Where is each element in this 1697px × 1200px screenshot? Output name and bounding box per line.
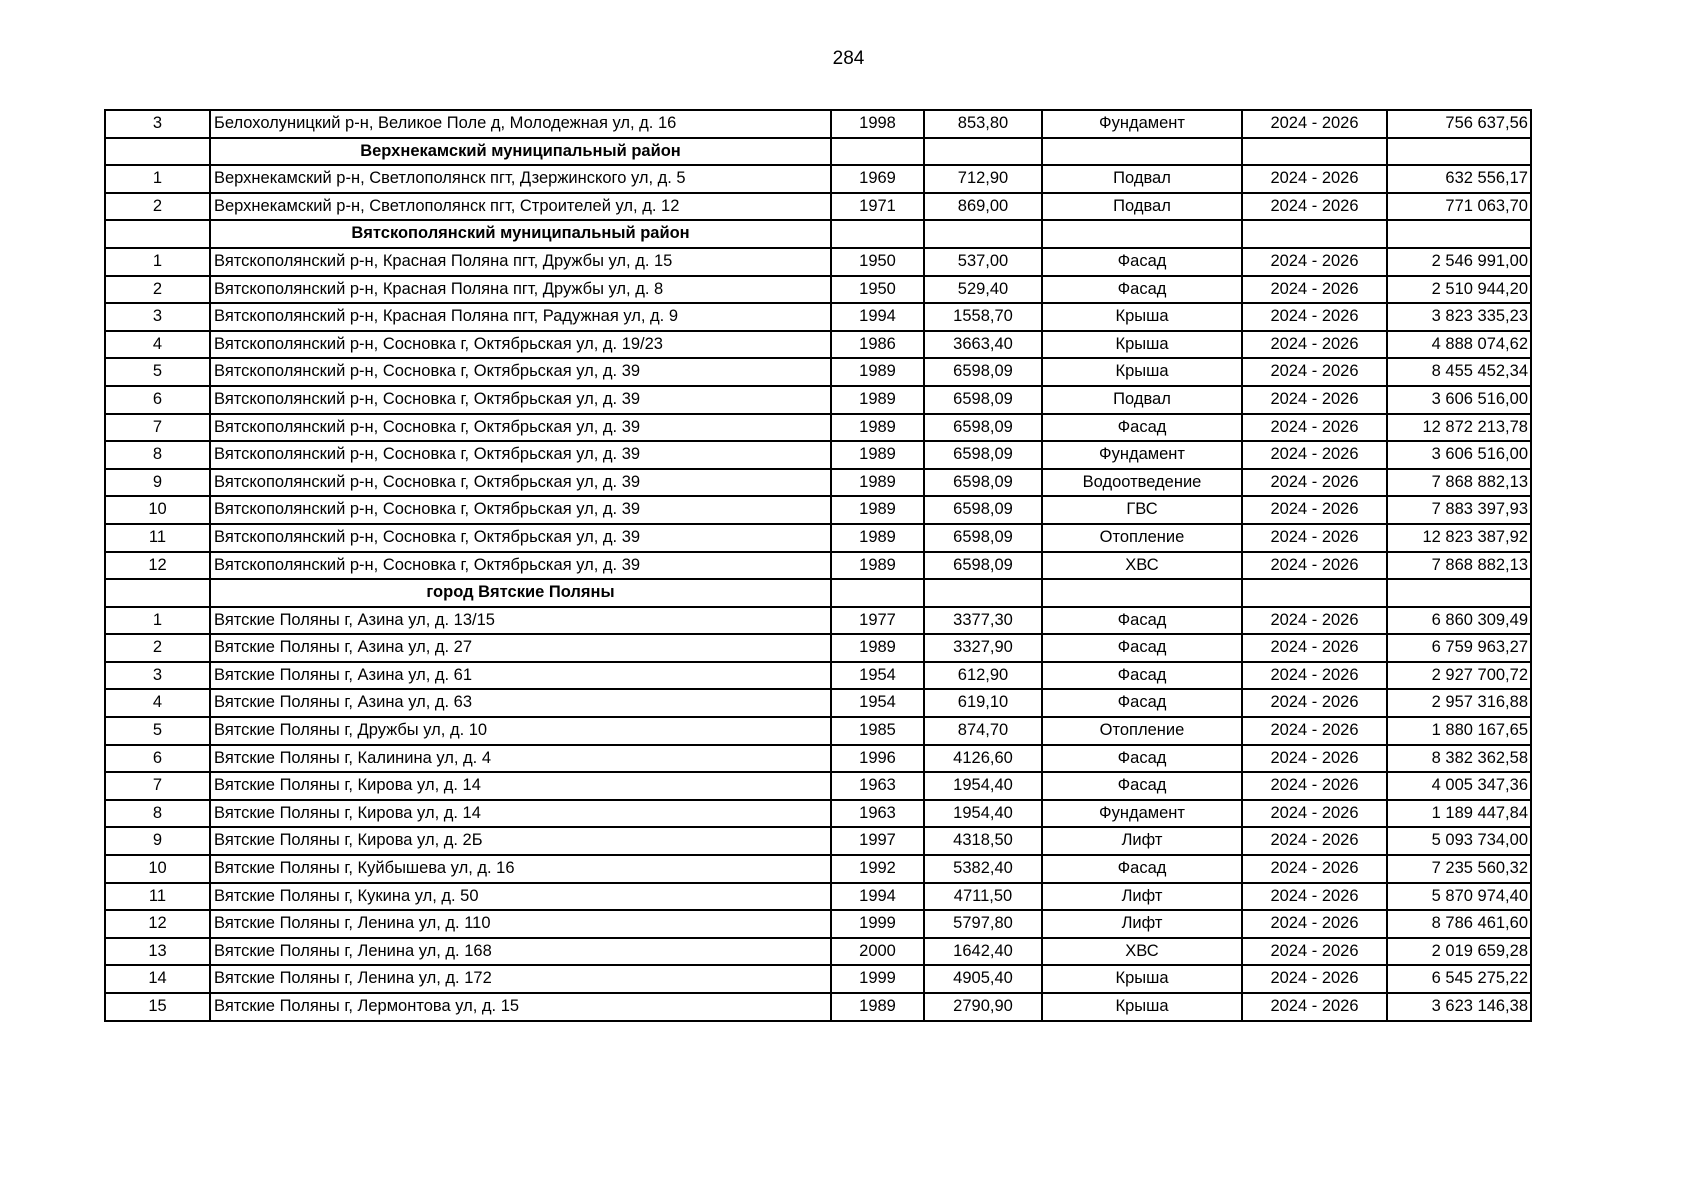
- address-cell: Вятскополянский р-н, Красная Поляна пгт, Радужная ул, д. 9: [210, 303, 831, 331]
- cost-cell: 8 786 461,60: [1387, 910, 1531, 938]
- row-number-cell: 1: [105, 165, 210, 193]
- row-number-cell: 8: [105, 800, 210, 828]
- table-row: [105, 193, 1531, 221]
- area-cell: 1642,40: [924, 938, 1042, 966]
- cost-cell: 4 888 074,62: [1387, 331, 1531, 359]
- area-cell: 6598,09: [924, 469, 1042, 497]
- row-number-cell: 9: [105, 827, 210, 855]
- area-cell: 4905,40: [924, 965, 1042, 993]
- area-cell: [924, 579, 1042, 607]
- year-cell: [831, 138, 924, 166]
- year-cell: 1986: [831, 331, 924, 359]
- area-cell: 3327,90: [924, 634, 1042, 662]
- work-type-cell: [1042, 579, 1242, 607]
- year-cell: 1977: [831, 607, 924, 635]
- work-type-cell: Водоотведение: [1042, 469, 1242, 497]
- period-cell: 2024 - 2026: [1242, 607, 1387, 635]
- table-row: [105, 469, 1531, 497]
- row-number-cell: 14: [105, 965, 210, 993]
- work-type-cell: Фасад: [1042, 414, 1242, 442]
- period-cell: 2024 - 2026: [1242, 469, 1387, 497]
- cost-cell: 8 455 452,34: [1387, 358, 1531, 386]
- work-type-cell: Подвал: [1042, 386, 1242, 414]
- year-cell: 1989: [831, 496, 924, 524]
- year-cell: [831, 220, 924, 248]
- area-cell: 612,90: [924, 662, 1042, 690]
- area-cell: 6598,09: [924, 524, 1042, 552]
- table-row: [105, 662, 1531, 690]
- row-number-cell: 15: [105, 993, 210, 1021]
- row-number-cell: 11: [105, 883, 210, 911]
- cost-cell: [1387, 220, 1531, 248]
- row-number-cell: [105, 138, 210, 166]
- period-cell: 2024 - 2026: [1242, 552, 1387, 580]
- year-cell: 2000: [831, 938, 924, 966]
- period-cell: 2024 - 2026: [1242, 689, 1387, 717]
- area-cell: 1954,40: [924, 772, 1042, 800]
- address-cell: Вятские Поляны г, Лермонтова ул, д. 15: [210, 993, 831, 1021]
- year-cell: 1969: [831, 165, 924, 193]
- work-type-cell: Фасад: [1042, 248, 1242, 276]
- address-cell: Верхнекамский р-н, Светлополянск пгт, Строителей ул, д. 12: [210, 193, 831, 221]
- table-row: [105, 552, 1531, 580]
- table-row: [105, 883, 1531, 911]
- period-cell: 2024 - 2026: [1242, 634, 1387, 662]
- row-number-cell: 12: [105, 552, 210, 580]
- area-cell: 6598,09: [924, 552, 1042, 580]
- work-type-cell: Крыша: [1042, 303, 1242, 331]
- table-row: [105, 110, 1531, 138]
- year-cell: 1989: [831, 386, 924, 414]
- period-cell: 2024 - 2026: [1242, 662, 1387, 690]
- address-cell: Вятские Поляны г, Азина ул, д. 63: [210, 689, 831, 717]
- row-number-cell: 2: [105, 634, 210, 662]
- period-cell: 2024 - 2026: [1242, 193, 1387, 221]
- cost-cell: 7 883 397,93: [1387, 496, 1531, 524]
- period-cell: 2024 - 2026: [1242, 938, 1387, 966]
- table-row: [105, 800, 1531, 828]
- cost-cell: 3 606 516,00: [1387, 386, 1531, 414]
- work-type-cell: Крыша: [1042, 965, 1242, 993]
- table-row: [105, 717, 1531, 745]
- year-cell: 1989: [831, 414, 924, 442]
- row-number-cell: [105, 220, 210, 248]
- work-type-cell: Фундамент: [1042, 800, 1242, 828]
- table-body: [105, 110, 1531, 1021]
- cost-cell: 4 005 347,36: [1387, 772, 1531, 800]
- table-row: [105, 745, 1531, 773]
- cost-cell: 1 189 447,84: [1387, 800, 1531, 828]
- table-row: [105, 910, 1531, 938]
- section-title: Вятскополянский муниципальный район: [210, 220, 831, 248]
- cost-cell: 2 957 316,88: [1387, 689, 1531, 717]
- table-row: [105, 855, 1531, 883]
- row-number-cell: 9: [105, 469, 210, 497]
- row-number-cell: 6: [105, 386, 210, 414]
- area-cell: [924, 220, 1042, 248]
- address-cell: Вятскополянский р-н, Сосновка г, Октябрьская ул, д. 39: [210, 496, 831, 524]
- address-cell: Вятские Поляны г, Азина ул, д. 27: [210, 634, 831, 662]
- cost-cell: 771 063,70: [1387, 193, 1531, 221]
- row-number-cell: 5: [105, 358, 210, 386]
- period-cell: 2024 - 2026: [1242, 910, 1387, 938]
- area-cell: [924, 138, 1042, 166]
- area-cell: 4126,60: [924, 745, 1042, 773]
- period-cell: 2024 - 2026: [1242, 414, 1387, 442]
- work-type-cell: ХВС: [1042, 938, 1242, 966]
- period-cell: 2024 - 2026: [1242, 883, 1387, 911]
- address-cell: Вятскополянский р-н, Красная Поляна пгт, Дружбы ул, д. 15: [210, 248, 831, 276]
- section-header-row: [105, 138, 1531, 166]
- work-type-cell: Фундамент: [1042, 441, 1242, 469]
- address-cell: Вятскополянский р-н, Сосновка г, Октябрьская ул, д. 39: [210, 358, 831, 386]
- period-cell: 2024 - 2026: [1242, 358, 1387, 386]
- period-cell: 2024 - 2026: [1242, 827, 1387, 855]
- address-cell: Вятские Поляны г, Куйбышева ул, д. 16: [210, 855, 831, 883]
- work-type-cell: [1042, 138, 1242, 166]
- area-cell: 2790,90: [924, 993, 1042, 1021]
- year-cell: 1963: [831, 772, 924, 800]
- cost-cell: 8 382 362,58: [1387, 745, 1531, 773]
- row-number-cell: 2: [105, 193, 210, 221]
- year-cell: 1994: [831, 883, 924, 911]
- address-cell: Вятскополянский р-н, Сосновка г, Октябрьская ул, д. 39: [210, 524, 831, 552]
- period-cell: 2024 - 2026: [1242, 524, 1387, 552]
- cost-cell: [1387, 579, 1531, 607]
- period-cell: 2024 - 2026: [1242, 303, 1387, 331]
- year-cell: 1989: [831, 993, 924, 1021]
- area-cell: 537,00: [924, 248, 1042, 276]
- row-number-cell: 2: [105, 276, 210, 304]
- year-cell: 1989: [831, 469, 924, 497]
- area-cell: 619,10: [924, 689, 1042, 717]
- cost-cell: 3 823 335,23: [1387, 303, 1531, 331]
- row-number-cell: 3: [105, 662, 210, 690]
- work-type-cell: Отопление: [1042, 524, 1242, 552]
- area-cell: 5382,40: [924, 855, 1042, 883]
- cost-cell: 7 868 882,13: [1387, 552, 1531, 580]
- row-number-cell: 1: [105, 607, 210, 635]
- cost-cell: 6 545 275,22: [1387, 965, 1531, 993]
- period-cell: 2024 - 2026: [1242, 165, 1387, 193]
- table-row: [105, 524, 1531, 552]
- work-type-cell: Фундамент: [1042, 110, 1242, 138]
- address-cell: Вятскополянский р-н, Сосновка г, Октябрьская ул, д. 19/23: [210, 331, 831, 359]
- cost-cell: 12 823 387,92: [1387, 524, 1531, 552]
- cost-cell: 6 759 963,27: [1387, 634, 1531, 662]
- period-cell: 2024 - 2026: [1242, 800, 1387, 828]
- work-type-cell: Крыша: [1042, 331, 1242, 359]
- table-row: [105, 414, 1531, 442]
- period-cell: 2024 - 2026: [1242, 993, 1387, 1021]
- address-cell: Белохолуницкий р-н, Великое Поле д, Молодежная ул, д. 16: [210, 110, 831, 138]
- work-type-cell: Фасад: [1042, 689, 1242, 717]
- year-cell: 1989: [831, 524, 924, 552]
- row-number-cell: 7: [105, 772, 210, 800]
- year-cell: 1989: [831, 358, 924, 386]
- table-row: [105, 165, 1531, 193]
- section-header-row: [105, 579, 1531, 607]
- cost-cell: 7 235 560,32: [1387, 855, 1531, 883]
- row-number-cell: [105, 579, 210, 607]
- year-cell: 1985: [831, 717, 924, 745]
- address-cell: Вятские Поляны г, Дружбы ул, д. 10: [210, 717, 831, 745]
- address-cell: Вятскополянский р-н, Сосновка г, Октябрьская ул, д. 39: [210, 469, 831, 497]
- year-cell: 1998: [831, 110, 924, 138]
- period-cell: 2024 - 2026: [1242, 496, 1387, 524]
- table-row: [105, 634, 1531, 662]
- period-cell: 2024 - 2026: [1242, 855, 1387, 883]
- table-row: [105, 331, 1531, 359]
- area-cell: 712,90: [924, 165, 1042, 193]
- address-cell: Вятскополянский р-н, Сосновка г, Октябрьская ул, д. 39: [210, 414, 831, 442]
- row-number-cell: 6: [105, 745, 210, 773]
- address-cell: Вятские Поляны г, Ленина ул, д. 110: [210, 910, 831, 938]
- area-cell: 6598,09: [924, 358, 1042, 386]
- area-cell: 1954,40: [924, 800, 1042, 828]
- table-row: [105, 386, 1531, 414]
- period-cell: 2024 - 2026: [1242, 386, 1387, 414]
- table-row: [105, 689, 1531, 717]
- cost-cell: 7 868 882,13: [1387, 469, 1531, 497]
- table-row: [105, 276, 1531, 304]
- work-type-cell: Подвал: [1042, 193, 1242, 221]
- address-cell: Вятские Поляны г, Кирова ул, д. 14: [210, 800, 831, 828]
- period-cell: 2024 - 2026: [1242, 248, 1387, 276]
- area-cell: 853,80: [924, 110, 1042, 138]
- year-cell: 1994: [831, 303, 924, 331]
- row-number-cell: 8: [105, 441, 210, 469]
- cost-cell: 2 546 991,00: [1387, 248, 1531, 276]
- year-cell: 1989: [831, 552, 924, 580]
- area-cell: 6598,09: [924, 386, 1042, 414]
- year-cell: 1971: [831, 193, 924, 221]
- address-cell: Вятскополянский р-н, Сосновка г, Октябрьская ул, д. 39: [210, 386, 831, 414]
- work-type-cell: Подвал: [1042, 165, 1242, 193]
- period-cell: 2024 - 2026: [1242, 965, 1387, 993]
- address-cell: Вятские Поляны г, Кирова ул, д. 14: [210, 772, 831, 800]
- cost-cell: 12 872 213,78: [1387, 414, 1531, 442]
- address-cell: Вятские Поляны г, Калинина ул, д. 4: [210, 745, 831, 773]
- row-number-cell: 12: [105, 910, 210, 938]
- cost-cell: 632 556,17: [1387, 165, 1531, 193]
- cost-cell: 2 019 659,28: [1387, 938, 1531, 966]
- row-number-cell: 1: [105, 248, 210, 276]
- year-cell: 1950: [831, 248, 924, 276]
- area-cell: 6598,09: [924, 441, 1042, 469]
- table-row: [105, 358, 1531, 386]
- row-number-cell: 5: [105, 717, 210, 745]
- address-cell: Вятскополянский р-н, Сосновка г, Октябрьская ул, д. 39: [210, 552, 831, 580]
- work-type-cell: Фасад: [1042, 276, 1242, 304]
- cost-cell: 3 623 146,38: [1387, 993, 1531, 1021]
- year-cell: 1989: [831, 441, 924, 469]
- table-row: [105, 827, 1531, 855]
- work-type-cell: [1042, 220, 1242, 248]
- address-cell: Вятские Поляны г, Ленина ул, д. 168: [210, 938, 831, 966]
- area-cell: 6598,09: [924, 414, 1042, 442]
- repair-schedule-table: [104, 109, 1532, 1022]
- cost-cell: 5 870 974,40: [1387, 883, 1531, 911]
- table-row: [105, 496, 1531, 524]
- work-type-cell: Фасад: [1042, 662, 1242, 690]
- period-cell: [1242, 138, 1387, 166]
- table-row: [105, 993, 1531, 1021]
- row-number-cell: 3: [105, 110, 210, 138]
- page-number: 284: [832, 48, 865, 69]
- row-number-cell: 3: [105, 303, 210, 331]
- work-type-cell: Лифт: [1042, 910, 1242, 938]
- address-cell: Вятские Поляны г, Ленина ул, д. 172: [210, 965, 831, 993]
- row-number-cell: 4: [105, 689, 210, 717]
- address-cell: Вятские Поляны г, Азина ул, д. 13/15: [210, 607, 831, 635]
- table-row: [105, 965, 1531, 993]
- area-cell: 529,40: [924, 276, 1042, 304]
- work-type-cell: Крыша: [1042, 993, 1242, 1021]
- work-type-cell: Фасад: [1042, 634, 1242, 662]
- period-cell: 2024 - 2026: [1242, 717, 1387, 745]
- cost-cell: 2 927 700,72: [1387, 662, 1531, 690]
- area-cell: 874,70: [924, 717, 1042, 745]
- table-row: [105, 607, 1531, 635]
- row-number-cell: 7: [105, 414, 210, 442]
- row-number-cell: 4: [105, 331, 210, 359]
- area-cell: 4711,50: [924, 883, 1042, 911]
- period-cell: 2024 - 2026: [1242, 276, 1387, 304]
- address-cell: Вятскополянский р-н, Красная Поляна пгт, Дружбы ул, д. 8: [210, 276, 831, 304]
- year-cell: 1954: [831, 662, 924, 690]
- period-cell: 2024 - 2026: [1242, 441, 1387, 469]
- address-cell: Вятские Поляны г, Кирова ул, д. 2Б: [210, 827, 831, 855]
- section-header-row: [105, 220, 1531, 248]
- year-cell: 1950: [831, 276, 924, 304]
- table-row: [105, 441, 1531, 469]
- year-cell: 1999: [831, 965, 924, 993]
- table-row: [105, 772, 1531, 800]
- area-cell: 6598,09: [924, 496, 1042, 524]
- year-cell: 1997: [831, 827, 924, 855]
- work-type-cell: Фасад: [1042, 745, 1242, 773]
- address-cell: Вятские Поляны г, Кукина ул, д. 50: [210, 883, 831, 911]
- area-cell: 4318,50: [924, 827, 1042, 855]
- year-cell: 1996: [831, 745, 924, 773]
- cost-cell: [1387, 138, 1531, 166]
- cost-cell: 1 880 167,65: [1387, 717, 1531, 745]
- section-title: город Вятские Поляны: [210, 579, 831, 607]
- period-cell: 2024 - 2026: [1242, 745, 1387, 773]
- period-cell: 2024 - 2026: [1242, 331, 1387, 359]
- work-type-cell: Крыша: [1042, 358, 1242, 386]
- year-cell: 1989: [831, 634, 924, 662]
- work-type-cell: Фасад: [1042, 772, 1242, 800]
- year-cell: 1999: [831, 910, 924, 938]
- section-title: Верхнекамский муниципальный район: [210, 138, 831, 166]
- area-cell: 869,00: [924, 193, 1042, 221]
- period-cell: 2024 - 2026: [1242, 110, 1387, 138]
- address-cell: Вятскополянский р-н, Сосновка г, Октябрьская ул, д. 39: [210, 441, 831, 469]
- work-type-cell: ГВС: [1042, 496, 1242, 524]
- period-cell: 2024 - 2026: [1242, 772, 1387, 800]
- cost-cell: 2 510 944,20: [1387, 276, 1531, 304]
- cost-cell: 756 637,56: [1387, 110, 1531, 138]
- work-type-cell: Фасад: [1042, 607, 1242, 635]
- area-cell: 5797,80: [924, 910, 1042, 938]
- row-number-cell: 13: [105, 938, 210, 966]
- row-number-cell: 10: [105, 496, 210, 524]
- year-cell: [831, 579, 924, 607]
- table-row: [105, 303, 1531, 331]
- row-number-cell: 11: [105, 524, 210, 552]
- area-cell: 3663,40: [924, 331, 1042, 359]
- address-cell: Верхнекамский р-н, Светлополянск пгт, Дзержинского ул, д. 5: [210, 165, 831, 193]
- area-cell: 1558,70: [924, 303, 1042, 331]
- cost-cell: 5 093 734,00: [1387, 827, 1531, 855]
- table-row: [105, 938, 1531, 966]
- work-type-cell: Лифт: [1042, 827, 1242, 855]
- period-cell: [1242, 579, 1387, 607]
- cost-cell: 6 860 309,49: [1387, 607, 1531, 635]
- year-cell: 1954: [831, 689, 924, 717]
- work-type-cell: Отопление: [1042, 717, 1242, 745]
- period-cell: [1242, 220, 1387, 248]
- year-cell: 1963: [831, 800, 924, 828]
- work-type-cell: ХВС: [1042, 552, 1242, 580]
- row-number-cell: 10: [105, 855, 210, 883]
- work-type-cell: Фасад: [1042, 855, 1242, 883]
- cost-cell: 3 606 516,00: [1387, 441, 1531, 469]
- table-row: [105, 248, 1531, 276]
- work-type-cell: Лифт: [1042, 883, 1242, 911]
- year-cell: 1992: [831, 855, 924, 883]
- area-cell: 3377,30: [924, 607, 1042, 635]
- address-cell: Вятские Поляны г, Азина ул, д. 61: [210, 662, 831, 690]
